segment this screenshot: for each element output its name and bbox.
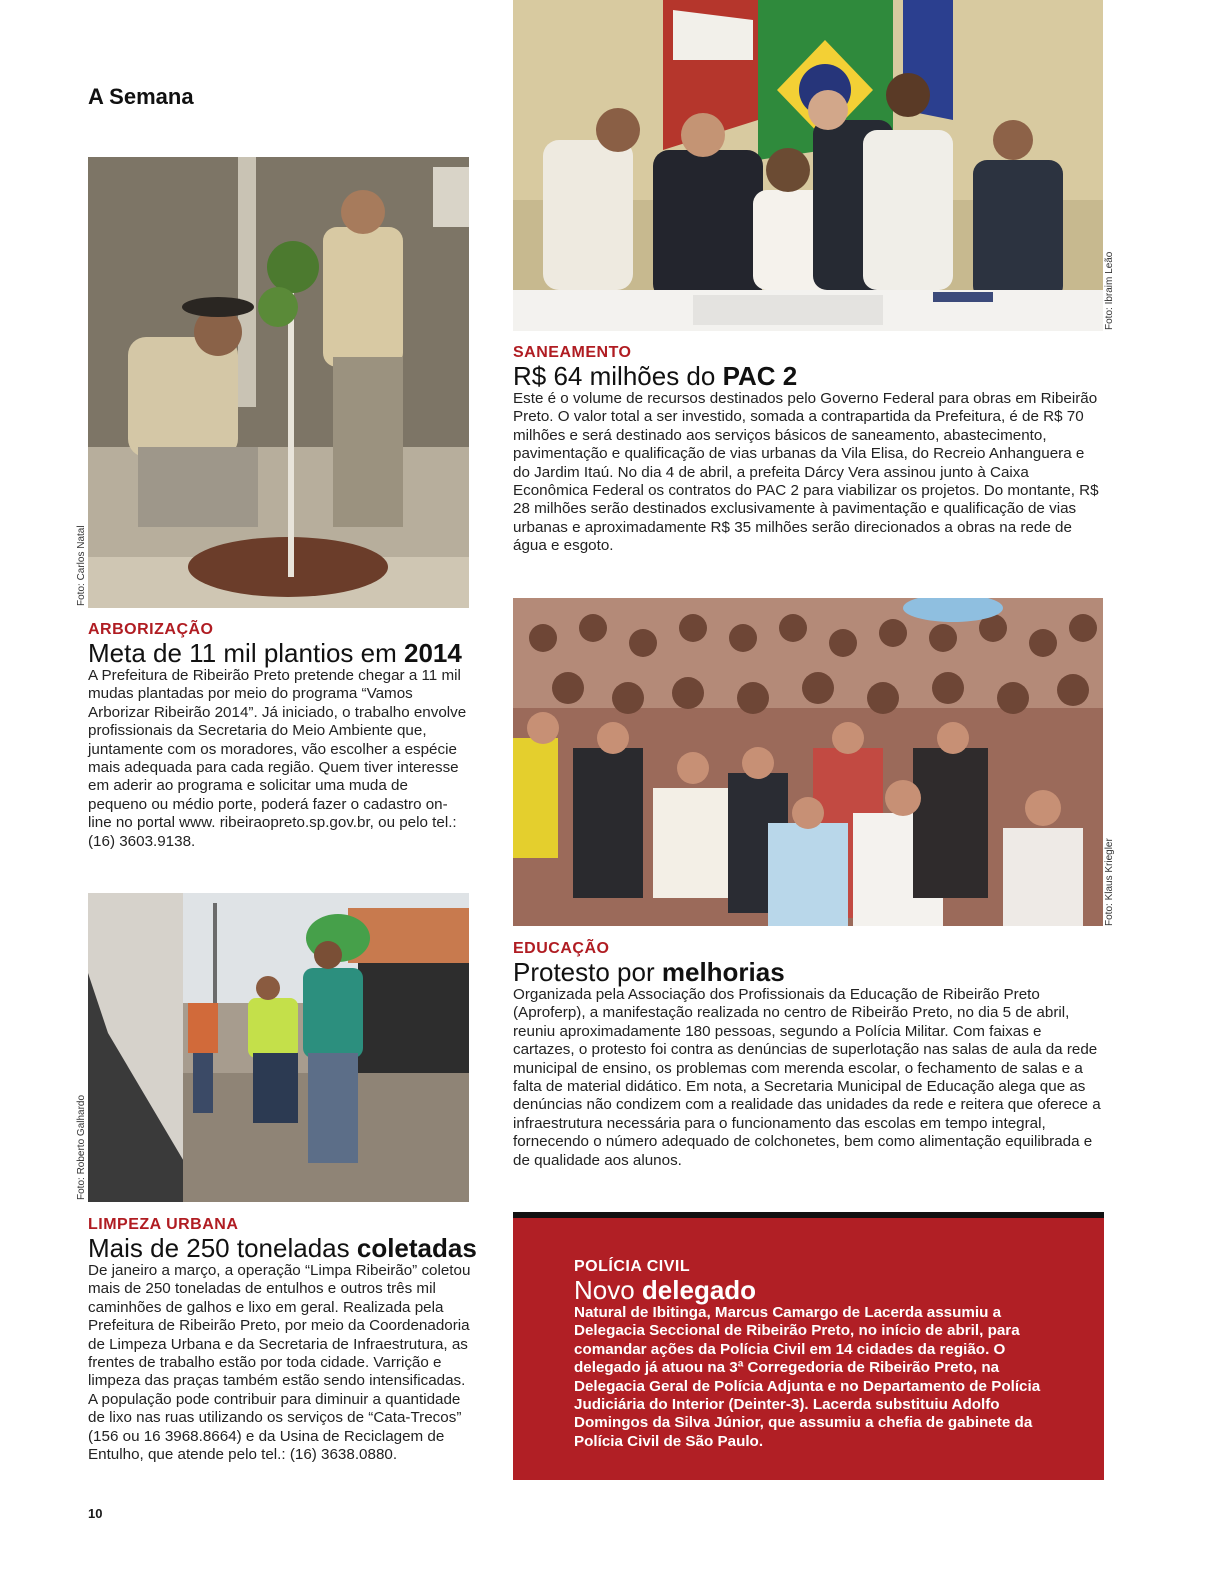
photo-credit-tree: Foto: Carlos Natal [76,525,87,606]
kicker-arborizacao: ARBORIZAÇÃO [88,621,214,638]
kicker-limpeza: LIMPEZA URBANA [88,1216,239,1233]
body-policia: Natural de Ibitinga, Marcus Camargo de Lacerda assumiu a Delegacia Seccional de Ribeirão Preto, no início de abril, para comandar ações da Polícia Civil em 14 cidades da região. O delegado já atuou na 3ª Corregedoria de Ribeirão Preto, na Delegacia Geral de Polícia Adjunta e no Departamento de Polícia Judiciária do Interior (Deinter-3). Lacerda substituiu Adolfo Domingos da Silva Júnior, que assumiu a chefia de gabinete da Polícia Civil de São Paulo. [574,1304,1041,1450]
headline-policia [574,1276,1054,1304]
photo-credit-signing: Foto: Ibraim Leão [1104,251,1115,330]
headline-arborizacao-light: Meta de 11 mil plantios em [88,638,404,668]
article-educacao [513,940,1105,1170]
headline-limpeza [88,1233,477,1263]
headline-saneamento [513,362,1105,390]
photo-street-cleaning [88,893,469,1202]
body-educacao: Organizada pela Associação dos Profissionais da Educação de Ribeirão Preto (Aproferp), a manifestação realizada no centro de Ribeirão Preto, no dia 5 de abril, reuniu aproximadamente 180 pessoas, segundo a Polícia Militar. Com faixas e cartazes, o protesto foi contra as denúncias de superlotação nas salas de aula da rede municipal de ensino, os problemas com merenda escolar, o fechamento de salas e a falta de material didático. Em nota, a Secretaria Municipal de Educação alega que as denúncias não condizem com a realidade das unidades da rede e reitera que oferece a infraestrutura necessária para o funcionamento das escolas em tempo integral, fornecendo o número adequado de colchonetes, bem como alimentação equilibrada e de qualidade aos alunos. [513,986,1101,1169]
headline-policia-light: Novo [574,1275,642,1305]
body-saneamento: Este é o volume de recursos destinados pelo Governo Federal para obras em Ribeirão Preto. O valor total a ser investido, somada a contrapartida da Prefeitura, é de R$ 70 milhões e será destinado aos serviços básicos de saneamento, abastecimento, pavimentação e qualificação de vias urbanas da Vila Elisa, do Recreio Anhanguera e do Jardim Itaú. No dia 4 de abril, a prefeita Dárcy Vera assinou junto à Caixa Econômica Federal os contratos do PAC 2 para viabilizar os projetos. Do montante, R$ 28 milhões serão destinados exclusivamente à pavimentação e qualificação de vias urbanas e aproximadamente R$ 35 milhões serão direcionados a obras na rede de água e esgoto. [513,390,1099,555]
headline-saneamento-light: R$ 64 milhões do [513,361,723,391]
article-policia [574,1258,1054,1451]
headline-educacao [513,958,1105,986]
photo-tree-planting [88,157,469,608]
article-limpeza [88,1216,477,1464]
kicker-policia: POLÍCIA CIVIL [574,1258,691,1275]
headline-policia-bold: delegado [641,1275,757,1305]
photo-contract-signing [513,0,1103,331]
photo-credit-protest: Foto: Klaus Kriegler [1104,838,1115,926]
headline-arborizacao [88,639,471,667]
photo-protest-crowd [513,598,1103,926]
body-arborizacao: A Prefeitura de Ribeirão Preto pretende chegar a 11 mil mudas plantadas por meio do programa “Vamos Arborizar Ribeirão 2014”. Já iniciado, o trabalho envolve profissionais da Secretaria do Meio Ambiente que, juntamente com os moradores, vão escolher a espécie mais adequada para cada região. Quem tiver interesse em aderir ao programa e solicitar uma muda de pequeno ou médio porte, poderá fazer o cadastro on-line no portal www. ribeiraopreto.sp.gov.br, ou pelo tel.: (16) 3603.9138. [88,667,467,850]
article-saneamento [513,344,1105,556]
headline-educacao-bold: melhorias [661,957,785,987]
page-number: 10 [88,1506,103,1521]
article-arborizacao [88,621,471,851]
body-limpeza: De janeiro a março, a operação “Limpa Ribeirão” coletou mais de 250 toneladas de entulhos e outros três mil caminhões de galhos e lixo em geral. Realizada pela Prefeitura de Ribeirão Preto, por meio da Coordenadoria de Limpeza Urbana e da Secretaria de Infraestrutura, as frentes de trabalho estão por toda cidade. Varrição e limpeza das praças também estão sendo intensificadas. A população pode contribuir para diminuir a quantidade de lixo nas ruas utilizando os serviços de “Cata-Trecos” (156 ou 16 3968.8664) e da Usina de Reciclagem de Entulho, que atende pelo tel.: (16) 3638.0880. [88,1262,471,1464]
headline-educacao-light: Protesto por [513,957,662,987]
section-title: A Semana [88,84,194,109]
photo-credit-cleaning: Foto: Roberto Galhardo [76,1094,87,1200]
headline-arborizacao-bold: 2014 [404,638,462,668]
headline-saneamento-bold: PAC 2 [722,361,798,391]
kicker-educacao: EDUCAÇÃO [513,940,610,957]
police-box [513,1212,1104,1480]
headline-limpeza-bold: coletadas [356,1233,477,1263]
kicker-saneamento: SANEAMENTO [513,344,632,361]
headline-limpeza-light: Mais de 250 toneladas [88,1233,357,1263]
